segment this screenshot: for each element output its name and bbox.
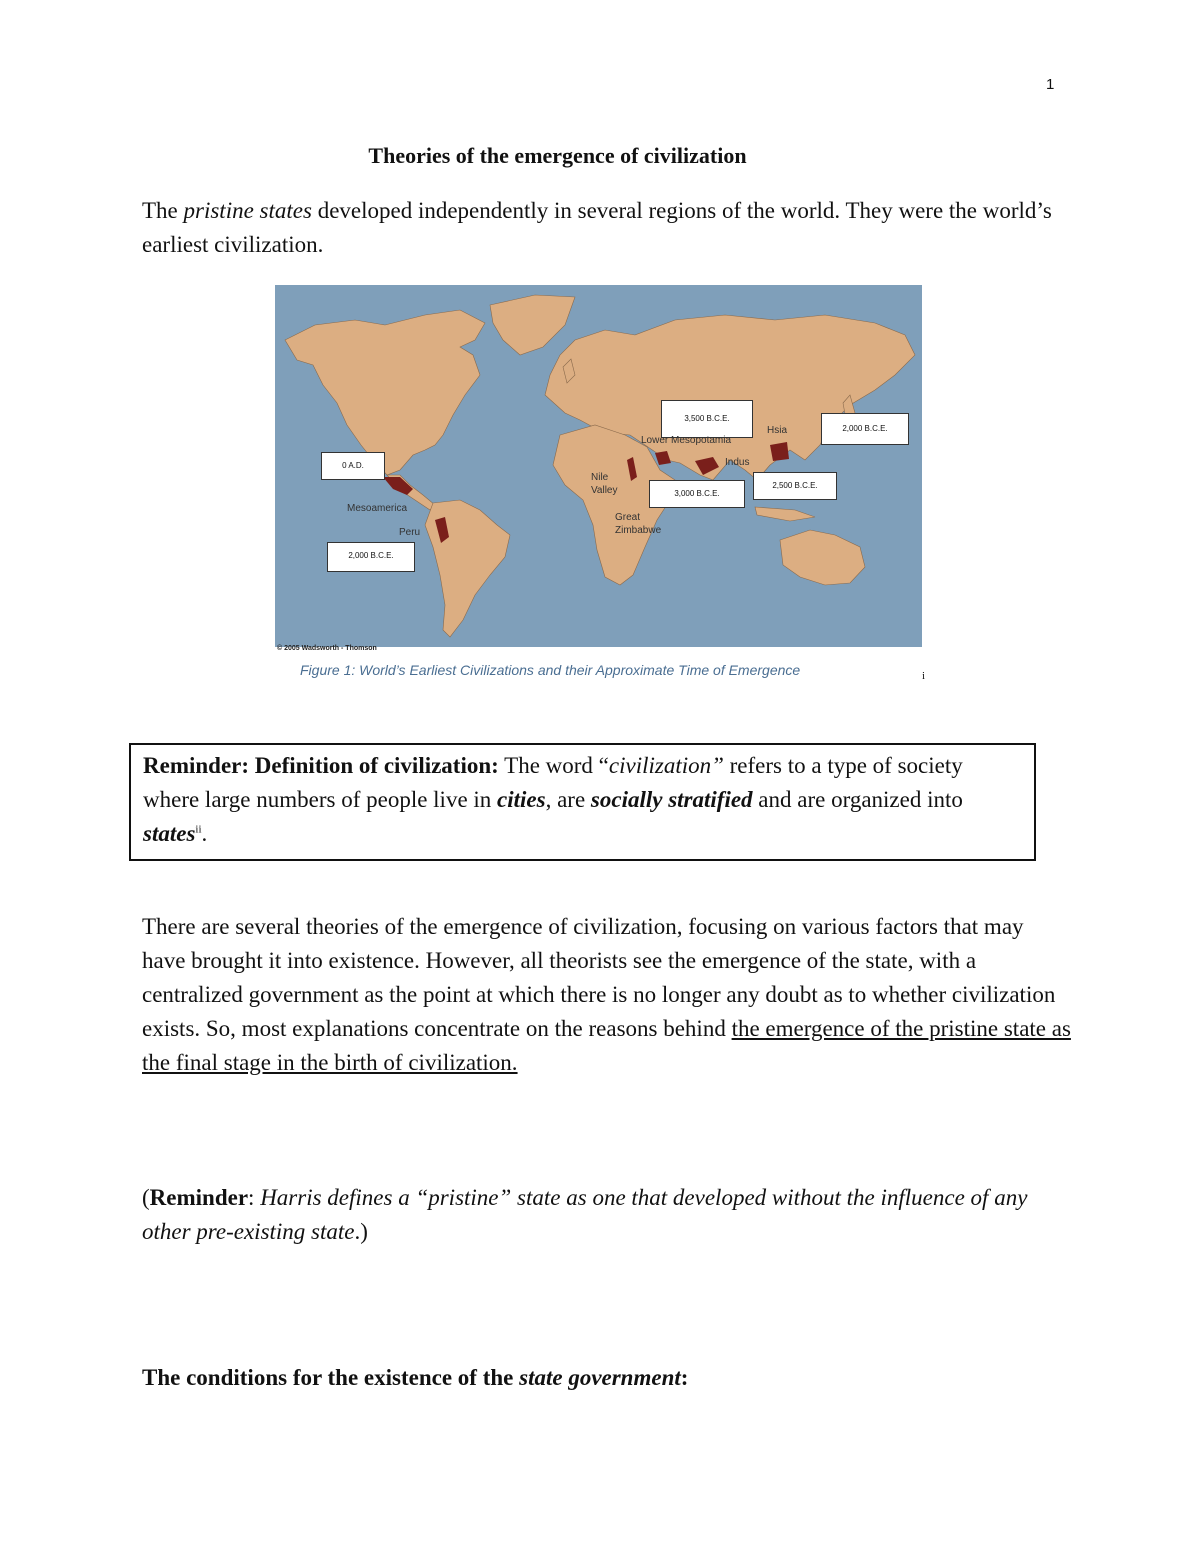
underlined-conclusion: the emergence of the pristine state as the final stage in the birth of civilization. xyxy=(142,1016,1071,1075)
region-label-indus: Indus xyxy=(725,457,750,468)
date-label-china: 2,000 B.C.E. xyxy=(821,413,909,445)
date-label-peru: 2,000 B.C.E. xyxy=(327,542,415,572)
page-title: Theories of the emergence of civilization xyxy=(368,143,747,168)
page-number: 1 xyxy=(1046,76,1055,93)
reminder-definition-box: Reminder: Definition of civilization: The word “civilization” refers to a type of society where large numbers of people live in cities, are socially stratified and are organized into states$^{ii}$. xyxy=(129,743,1036,861)
region-china xyxy=(770,442,789,461)
endnote-marker: i xyxy=(922,670,926,682)
date-label-indus: 2,500 B.C.E. xyxy=(753,472,837,500)
figure-credit: © 2005 Wadsworth - Thomson xyxy=(277,645,377,652)
region-label-nile: Nile Valley xyxy=(591,472,618,496)
conditions-heading: The conditions for the existence of the state government: xyxy=(142,1365,689,1390)
region-label-hsia: Hsia xyxy=(767,425,788,436)
harris-reminder: (Reminder: Harris defines a “pristine” state as one that developed without the influence of any other pre-existing state.) xyxy=(142,1185,1028,1244)
region-label-peru: Peru xyxy=(399,527,421,538)
date-label-mesopotamia: 3,500 B.C.E. xyxy=(661,400,753,438)
date-label-nile: 3,000 B.C.E. xyxy=(649,480,745,508)
theories-paragraph: There are several theories of the emergence of civilization, focusing on various factors that may have brought it into existence. However, all theorists see the emergence of the state, with a centralized government as the point at which there is no longer any doubt as to whether civilization exists. So, most explanations concentrate on the reasons behind the emergence of the pristine state as the final stage in the birth of civilization. xyxy=(142,914,1071,1075)
region-label-zimbabwe: Great Zimbabwe xyxy=(615,512,662,536)
intro-paragraph: The pristine states developed independently in several regions of the world. They were the world’s earliest civilization. xyxy=(142,198,1052,257)
reminder-label: Reminder: Definition of civilization: xyxy=(143,753,499,778)
endnote-ref-ii: ii xyxy=(195,823,202,836)
figure-caption: Figure 1: World’s Earliest Civilizations and their Approximate Time of Emergence xyxy=(300,662,801,678)
world-map-figure xyxy=(275,285,922,647)
region-label-mesoamerica: Mesoamerica xyxy=(347,503,408,514)
region-label-mesopotamia: Lower Mesopotamia xyxy=(641,435,732,446)
date-label-mesoamerica: 0 A.D. xyxy=(321,452,385,480)
